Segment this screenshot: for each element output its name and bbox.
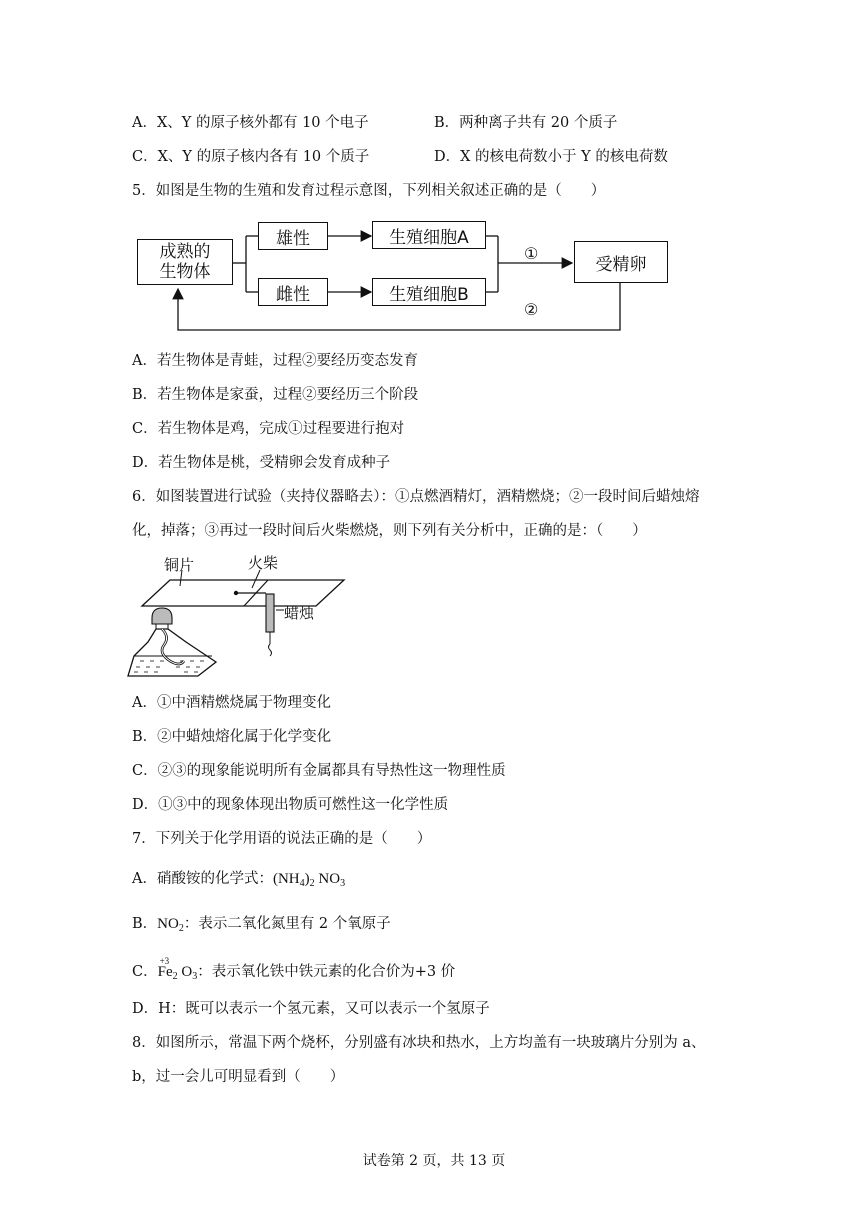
iron-oxide-formula: +3 $Fe_2$ $O_3$ (158, 962, 198, 987)
q7-option-a-text: A．硝酸铵的化学式： (132, 871, 273, 887)
q6-stem-line1: 6．如图装置进行试验（夹持仪器略去）：①点燃酒精灯，酒精燃烧；②一段时间后蜡烛熔 (132, 489, 700, 505)
q7-option-d: D．H：既可以表示一个氢元素，又可以表示一个氢原子 (132, 1001, 490, 1017)
q7-option-c (132, 956, 456, 987)
step-1-label: ① (524, 244, 539, 263)
q6-option-a: A．①中酒精燃烧属于物理变化 (132, 695, 331, 711)
q8-stem-line1: 8．如图所示，常温下两个烧杯，分别盛有冰块和热水，上方均盖有一块玻璃片分别为 a、 (132, 1035, 706, 1051)
q5-option-c: C．若生物体是鸡，完成①过程要进行抱对 (132, 421, 405, 437)
female-box: 雌性 (258, 278, 328, 306)
q7-option-a (132, 869, 345, 894)
q4-option-d: D．X 的核电荷数小于 Y 的核电荷数 (434, 149, 668, 165)
q6-option-d: D．①③中的现象体现出物质可燃性这一化学性质 (132, 797, 449, 813)
q6-option-b: B．②中蜡烛熔化属于化学变化 (132, 729, 332, 745)
apparatus-drawing (120, 548, 360, 688)
germ-cell-a-box: 生殖细胞A (372, 221, 486, 249)
step-2-label: ② (524, 300, 539, 319)
fertilized-egg-box: 受精卵 (574, 241, 668, 283)
q5-diagram (0, 0, 868, 340)
germ-cell-b-box: 生殖细胞B (372, 278, 486, 306)
q5-option-d: D．若生物体是桃，受精卵会发育成种子 (132, 455, 391, 471)
q7-stem: 7．下列关于化学用语的说法正确的是（ ） (132, 831, 432, 847)
q7-option-c-text: ：表示氧化铁中铁元素的化合价为+3 价 (197, 964, 456, 980)
q6-stem-line2: 化，掉落；③再过一段时间后火柴燃烧，则下列有关分析中，正确的是：（ ） (132, 523, 647, 539)
ammonium-nitrate-formula: $(NH_4)_2$ $NO_3$ (272, 871, 346, 889)
q7-option-b-text: ：表示二氧化氮里有 2 个氧原子 (183, 916, 391, 932)
organism-label-line1: 成熟的 (159, 242, 211, 262)
organism-label-line2: 生物体 (159, 262, 211, 282)
q4-option-c: C．X、Y 的原子核内各有 10 个质子 (132, 149, 370, 165)
candle-label: 蜡烛 (284, 604, 315, 622)
male-box: 雄性 (258, 222, 328, 250)
valence-mark: +3 (159, 956, 170, 966)
q5-option-a: A．若生物体是青蛙，过程②要经历变态发育 (132, 353, 418, 369)
organism-box (137, 239, 233, 285)
q5-stem: 5．如图是生物的生殖和发育过程示意图，下列相关叙述正确的是（ ） (132, 183, 606, 199)
q7-option-b (132, 914, 391, 939)
q8-stem-line2: b，过一会儿可明显看到（ ） (132, 1069, 345, 1085)
q5-option-b: B．若生物体是家蚕，过程②要经历三个阶段 (132, 387, 419, 403)
copper-sheet-label: 铜片 (164, 556, 195, 574)
q4-option-a: A．X、Y 的原子核外都有 10 个电子 (132, 115, 369, 131)
q4-option-b: B．两种离子共有 20 个质子 (434, 115, 618, 131)
q7-option-b-prefix: B． (132, 916, 158, 932)
q7-option-c-prefix: C． (132, 964, 158, 980)
match-label: 火柴 (248, 554, 279, 572)
q6-option-c: C．②③的现象能说明所有金属都具有导热性这一物理性质 (132, 763, 506, 779)
page-footer: 试卷第 2 页，共 13 页 (362, 1153, 506, 1169)
nitrogen-dioxide-formula: $NO_2$ (157, 916, 184, 934)
q6-apparatus-figure (120, 548, 360, 688)
